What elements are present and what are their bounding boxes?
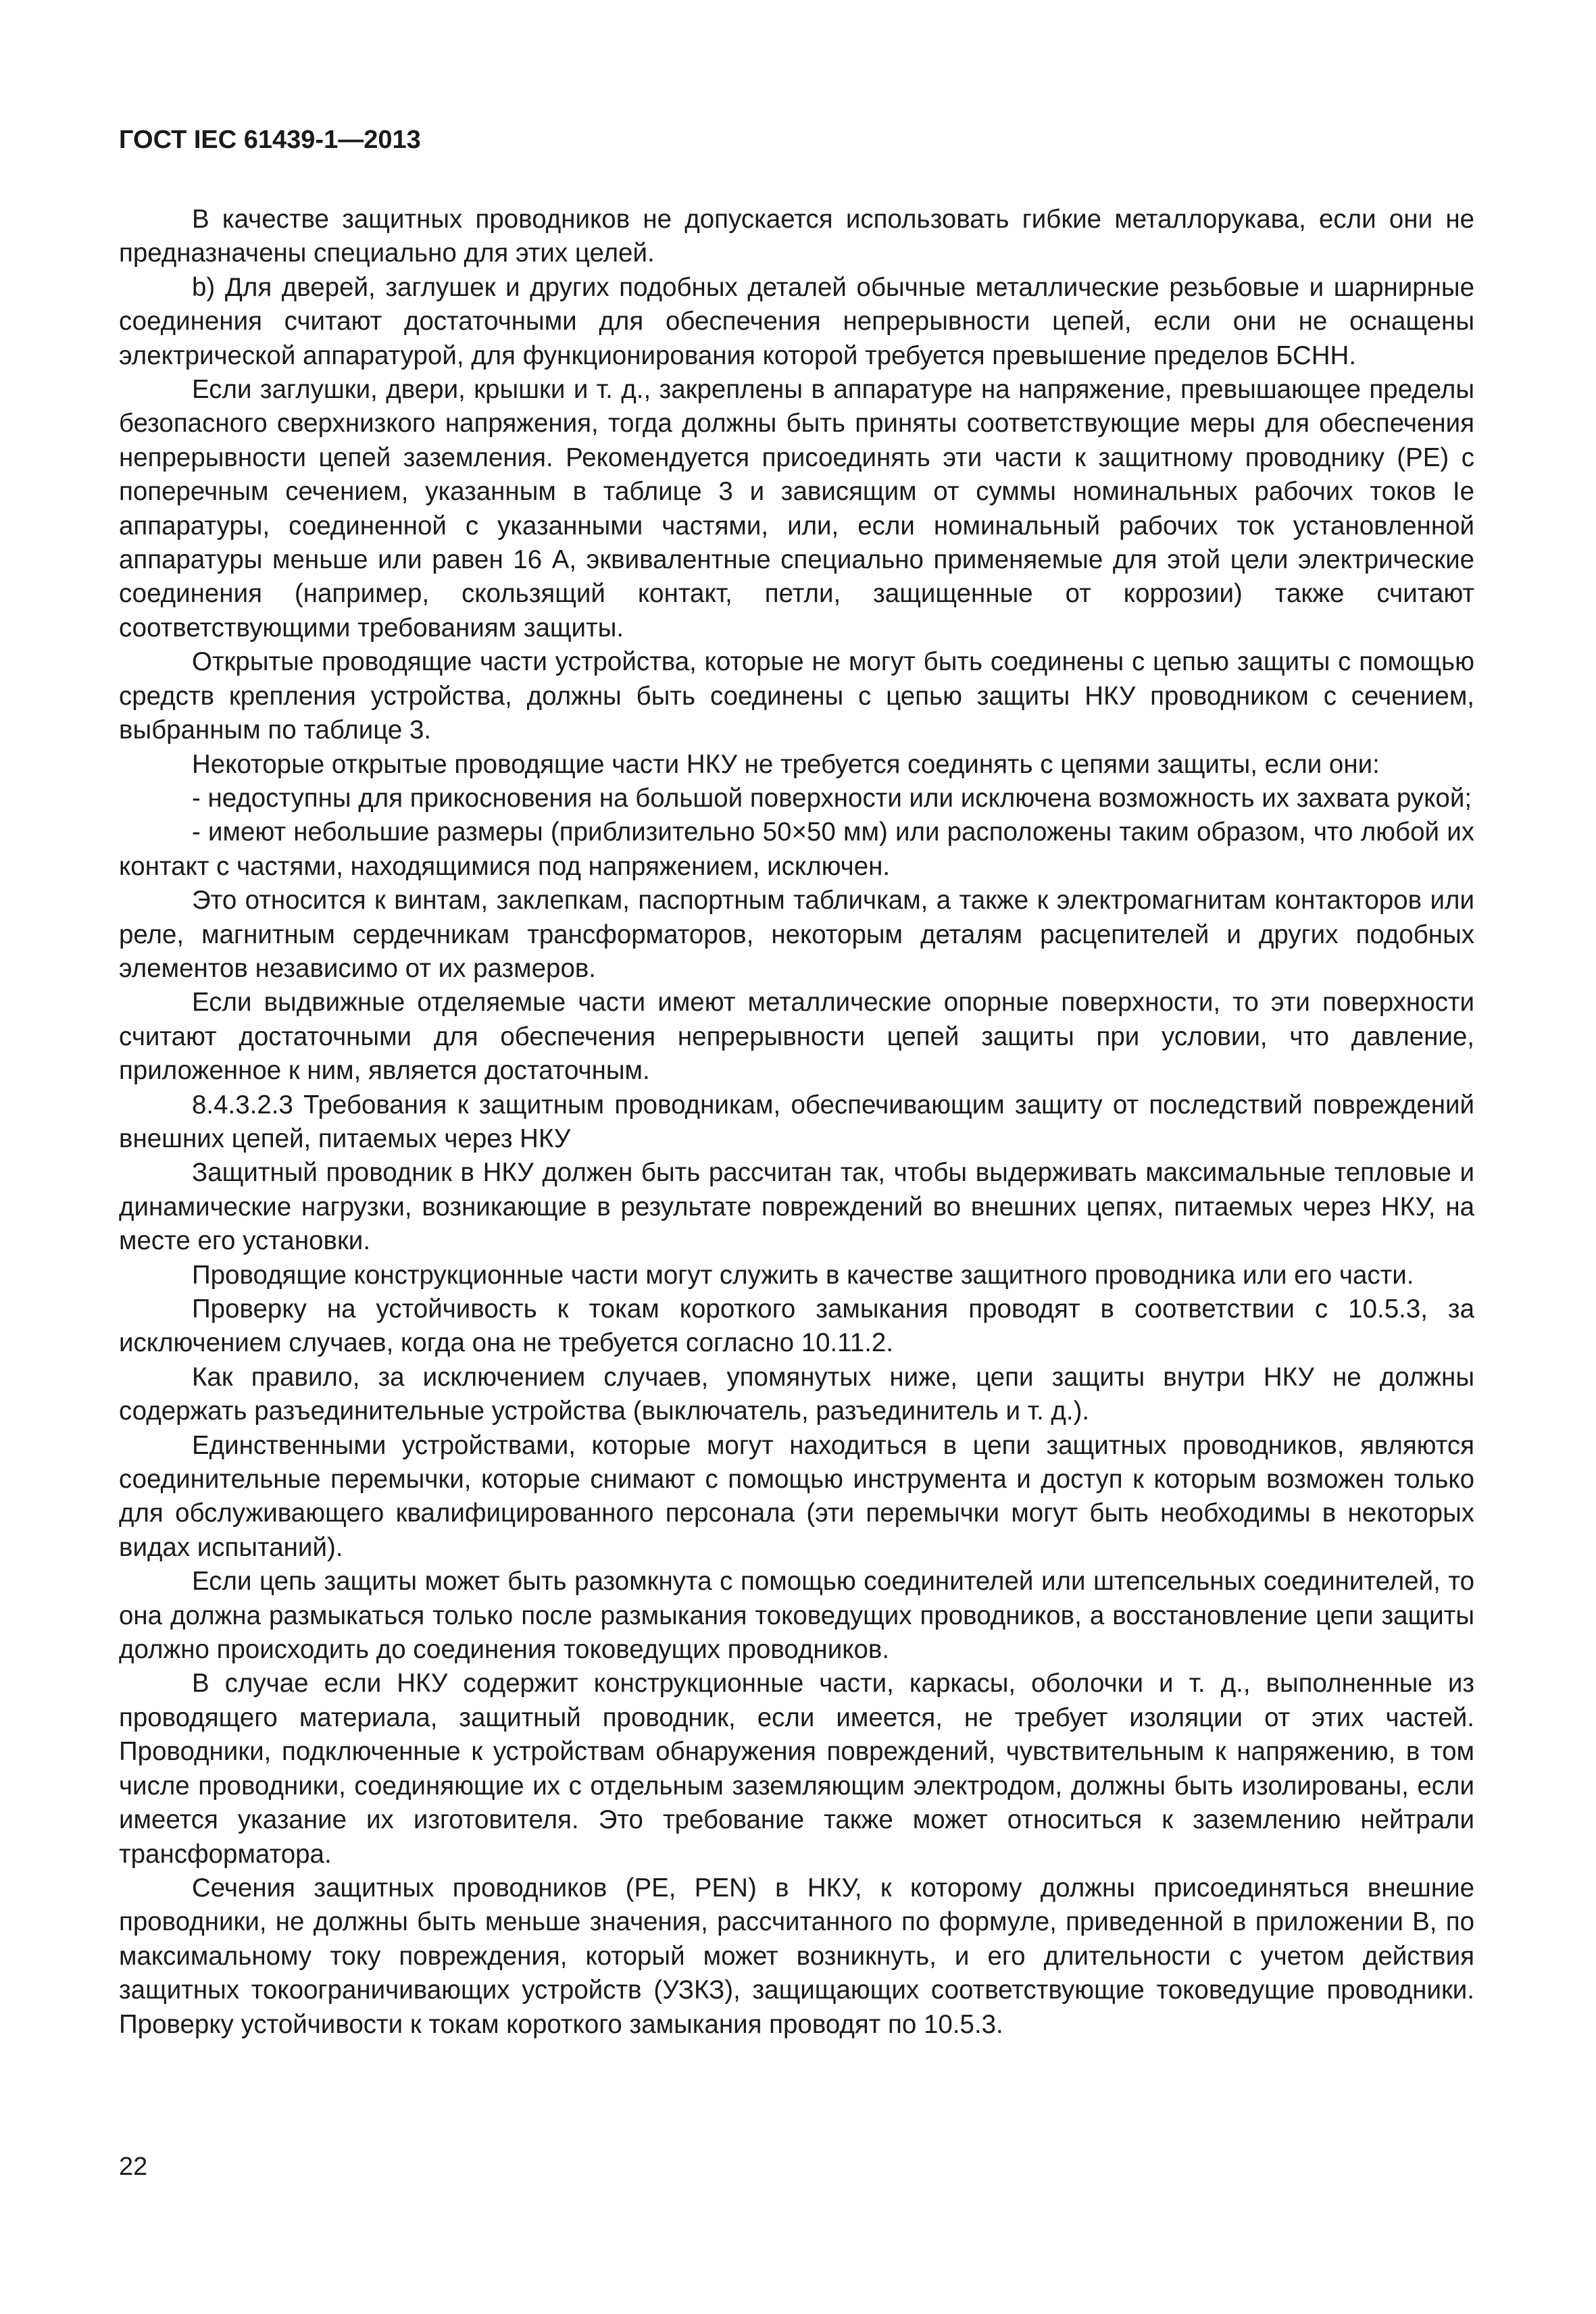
- paragraph: Проводящие конструкционные части могут служить в качестве защитного проводника или его части.: [192, 1260, 1414, 1290]
- paragraph: Некоторые открытые проводящие части НКУ не требуется соединять с цепями защиты, если они:: [192, 749, 1380, 779]
- section-heading: 8.4.3.2.3 Требования к защитным проводникам, обеспечивающим защиту от последствий повреждений внешних цепей, питаемых через НКУ: [119, 1090, 1474, 1153]
- paragraph: Сечения защитных проводников (PE, PEN) в НКУ, к которому должны присоединяться внешние проводники, не должны быть меньше значения, рассчитанного по формуле, приведенной в приложении В, по максимальному току повреждения, который может возникнуть, и его длительности с учетом действия защитных токоограничивающих устройств (УЗКЗ), защищающих соответствующие токоведущие проводники. Проверку устойчивости к токам короткого замыкания проводят по 10.5.3.: [119, 1873, 1474, 2039]
- paragraph: Проверку на устойчивость к токам короткого замыкания проводят в соответствии с 10.5.3, за исключением случаев, когда она не требуется согласно 10.11.2.: [119, 1294, 1474, 1358]
- list-item: - имеют небольшие размеры (приблизительно 50×50 мм) или расположены таким образом, что любой их контакт с частями, находящимися под напряжением, исключен.: [119, 818, 1474, 881]
- paragraph: В случае если НКУ содержит конструкционные части, каркасы, оболочки и т. д., выполненные из проводящего материала, защитный проводник, если имеется, не требует изоляции от этих частей. Проводники, подключенные к устройствам обнаружения повреждений, чувствительным к напряжению, в том числе проводники, соединяющие их с отдельным заземляющим электродом, должны быть изолированы, если имеется указание их изготовителя. Это требование также может относиться к заземлению нейтрали трансформатора.: [119, 1669, 1474, 1869]
- paragraph: Открытые проводящие части устройства, которые не могут быть соединены с цепью защиты с помощью средств крепления устройства, должны быть соединены с цепью защиты НКУ проводником с сечением, выбранным по таблице 3.: [119, 647, 1474, 745]
- list-item: - недоступны для прикосновения на большой поверхности или исключена возможность их захвата рукой;: [192, 783, 1472, 813]
- document-body: [119, 203, 1474, 2042]
- paragraph: Защитный проводник в НКУ должен быть рассчитан так, чтобы выдерживать максимальные тепловые и динамические нагрузки, возникающие в результате повреждений во внешних цепях, питаемых через НКУ, на месте его установки.: [119, 1158, 1474, 1256]
- page-number: 22: [119, 2153, 148, 2181]
- paragraph: Единственными устройствами, которые могут находиться в цепи защитных проводников, являются соединительные перемычки, которые снимают с помощью инструмента и доступ к которым возможен только для обслуживающего квалифицированного персонала (эти перемычки могут быть необходимы в некоторых видах испытаний).: [119, 1430, 1474, 1562]
- paragraph: Если цепь защиты может быть разомкнута с помощью соединителей или штепсельных соединителей, то она должна размыкаться только после размыкания токоведущих проводников, а восстановление цепи защиты должно происходить до соединения токоведущих проводников.: [119, 1567, 1474, 1665]
- paragraph: Если выдвижные отделяемые части имеют металлические опорные поверхности, то эти поверхности считают достаточными для обеспечения непрерывности цепей защиты при условии, что давление, приложенное к ним, является достаточным.: [119, 988, 1474, 1086]
- paragraph: Это относится к винтам, заклепкам, паспортным табличкам, а также к электромагнитам контакторов или реле, магнитным сердечникам трансформаторов, некоторым деталям расцепителей и других подобных элементов независимо от их размеров.: [119, 886, 1474, 983]
- paragraph: Как правило, за исключением случаев, упомянутых ниже, цепи защиты внутри НКУ не должны содержать разъединительные устройства (выключатель, разъединитель и т. д.).: [119, 1362, 1474, 1426]
- document-header: ГОСТ IEC 61439-1—2013: [119, 126, 421, 154]
- paragraph: В качестве защитных проводников не допускается использовать гибкие металлорукава, если они не предназначены специально для этих целей.: [119, 205, 1474, 268]
- paragraph: b) Для дверей, заглушек и других подобных деталей обычные металлические резьбовые и шарнирные соединения считают достаточными для обеспечения непрерывности цепей, если они не оснащены электрической аппаратурой, для функционирования которой требуется превышение пределов БСНН.: [119, 272, 1474, 370]
- paragraph: Если заглушки, двери, крышки и т. д., закреплены в аппаратуре на напряжение, превышающее пределы безопасного сверхнизкого напряжения, тогда должны быть приняты соответствующие меры для обеспечения непрерывности цепей заземления. Рекомендуется присоединять эти части к защитному проводнику (PE) с поперечным сечением, указанным в таблице 3 и зависящим от суммы номинальных рабочих токов Ie аппаратуры, соединенной с указанными частями, или, если номинальный рабочих ток установленной аппаратуры меньше или равен 16 А, эквивалентные специально применяемые для этой цели электрические соединения (например, скользящий контакт, петли, защищенные от коррозии) также считают соответствующими требованиям защиты.: [119, 375, 1474, 643]
